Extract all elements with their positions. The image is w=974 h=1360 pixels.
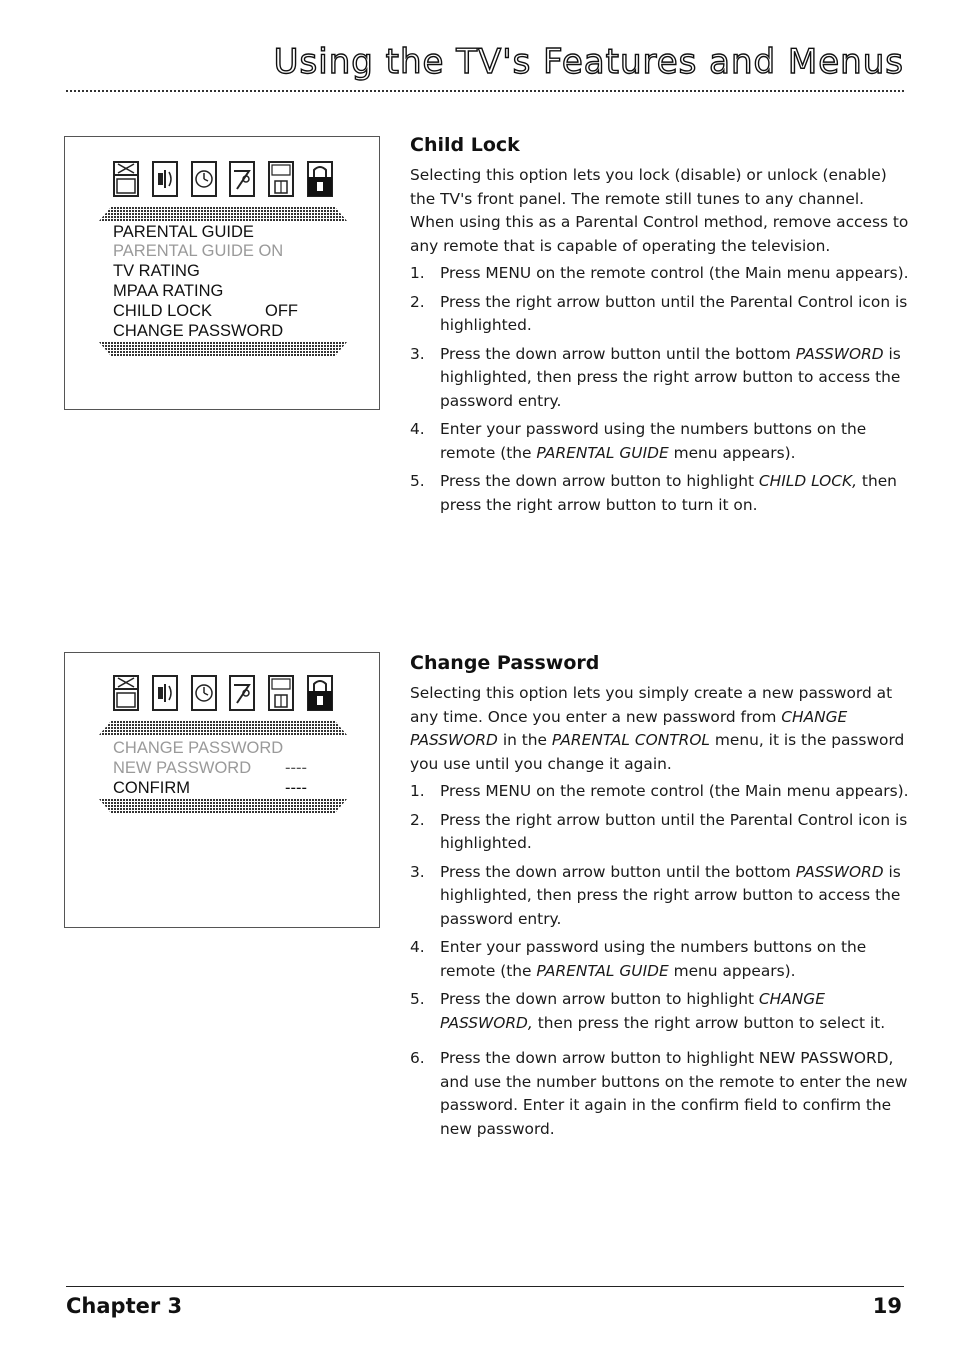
step-text-a: Enter your password using the numbers buttons on the remote (the bbox=[440, 420, 867, 462]
child-lock-section bbox=[410, 134, 910, 522]
step-text: Press MENU on the remote control (the Main menu appears). bbox=[440, 782, 909, 800]
step-item bbox=[410, 343, 910, 414]
lock-icon bbox=[307, 161, 333, 197]
change-password-heading: Change Password bbox=[410, 652, 600, 674]
change-password-menu-screen bbox=[64, 652, 380, 928]
parental-icon bbox=[229, 161, 255, 197]
menu-top-shade-bar bbox=[99, 207, 347, 221]
menu-top-shade-bar bbox=[99, 721, 347, 735]
menu-line-child-lock: CHILD LOCK bbox=[113, 302, 213, 320]
step-text-b: menu appears). bbox=[668, 961, 796, 980]
step-text: Press the right arrow button until the Parental Control icon is highlighted. bbox=[440, 292, 908, 334]
step-text-emphasis: PARENTAL GUIDE bbox=[536, 961, 669, 980]
menu-icon-row bbox=[113, 675, 333, 711]
change-password-section bbox=[410, 652, 910, 1146]
menu-line-parental-guide-on: PARENTAL GUIDE ON bbox=[113, 242, 284, 260]
step-text-a: Press the down arrow button until the bottom bbox=[440, 344, 796, 363]
step-text-b: is highlighted, then press the right arrow button to access the password entry. bbox=[440, 862, 901, 928]
intro-text-b: in the bbox=[497, 731, 552, 749]
step-text: Press MENU on the remote control (the Main menu appears). bbox=[440, 264, 909, 282]
step-text-emphasis: PARENTAL GUIDE bbox=[536, 443, 669, 462]
menu-line-confirm: CONFIRM bbox=[113, 779, 190, 797]
intro-text-a: Selecting this option lets you simply create a new password at any time. Once you enter a new password from bbox=[410, 684, 893, 726]
step-item bbox=[410, 809, 910, 856]
step-text-a: Press the down arrow button to highlight bbox=[440, 990, 759, 1008]
change-password-steps bbox=[410, 780, 910, 1141]
step-item bbox=[410, 780, 910, 804]
page-header-title: Using the TV's Features and Menus bbox=[273, 42, 904, 82]
channel-icon bbox=[268, 161, 294, 197]
timer-icon bbox=[191, 675, 217, 711]
new-password-value: ---- bbox=[285, 759, 307, 777]
menu-bottom-shade-bar bbox=[99, 799, 347, 813]
intro-emphasis-2: PARENTAL CONTROL bbox=[551, 731, 711, 749]
step-text-a: Press the down arrow button until the bottom bbox=[440, 862, 796, 881]
step-number: 2. bbox=[410, 810, 425, 829]
step-number: 5. bbox=[410, 990, 425, 1008]
audio-icon bbox=[152, 675, 178, 711]
menu-line-change-password: CHANGE PASSWORD bbox=[113, 739, 284, 757]
menu-line-new-password: NEW PASSWORD bbox=[113, 759, 252, 777]
step-number: 3. bbox=[410, 862, 425, 881]
intro-emphasis-1: CHANGE PASSWORD bbox=[410, 707, 848, 749]
menu-icon-row bbox=[113, 161, 333, 197]
menu-line-parental-guide: PARENTAL GUIDE bbox=[113, 223, 254, 241]
menu-line-tv-rating: TV RATING bbox=[113, 262, 200, 280]
step-item bbox=[410, 988, 910, 1035]
parental-guide-menu-screen bbox=[64, 136, 380, 410]
intro-text-c: menu, it is the password you use until you change it again. bbox=[410, 731, 905, 773]
step-number: 2. bbox=[410, 292, 425, 311]
step-item bbox=[410, 291, 910, 338]
timer-icon bbox=[191, 161, 217, 197]
menu-line-mpaa-rating: MPAA RATING bbox=[113, 282, 224, 300]
menu-line-change-password: CHANGE PASSWORD bbox=[113, 322, 284, 340]
change-password-intro bbox=[410, 682, 910, 776]
step-text-emphasis: CHANGE PASSWORD, bbox=[440, 990, 825, 1032]
child-lock-value: OFF bbox=[265, 302, 298, 320]
step-text-b: menu appears). bbox=[668, 443, 796, 462]
channel-icon bbox=[268, 675, 294, 711]
step-item bbox=[410, 861, 910, 932]
step-text-b: is highlighted, then press the right arrow button to access the password entry. bbox=[440, 344, 901, 410]
step-text-emphasis: PASSWORD bbox=[795, 344, 884, 363]
step-number: 6. bbox=[410, 1049, 425, 1067]
step-item bbox=[410, 418, 910, 465]
step-text-b: then press the right arrow button to select it. bbox=[532, 1013, 886, 1032]
child-lock-heading: Child Lock bbox=[410, 134, 520, 156]
step-number: 4. bbox=[410, 938, 425, 956]
step-number: 4. bbox=[410, 420, 425, 438]
page-number: 19 bbox=[872, 1294, 902, 1318]
footer-divider bbox=[66, 1286, 904, 1287]
header-divider bbox=[66, 90, 904, 92]
step-item bbox=[410, 262, 910, 286]
step-number: 1. bbox=[410, 264, 425, 282]
step-text-b: then press the right arrow button to turn it on. bbox=[440, 472, 897, 514]
step-text: Press the right arrow button until the Parental Control icon is highlighted. bbox=[440, 810, 908, 852]
menu-bottom-shade-bar bbox=[99, 342, 347, 356]
lock-icon bbox=[307, 675, 333, 711]
confirm-value: ---- bbox=[285, 779, 307, 797]
step-text-emphasis: CHILD LOCK, bbox=[758, 472, 858, 490]
child-lock-steps bbox=[410, 262, 910, 517]
step-item bbox=[410, 470, 910, 517]
step-text: Press the down arrow button to highlight NEW PASSWORD, and use the number buttons on the remote to enter the new password. Enter it again in the confirm field to confirm the new password. bbox=[440, 1049, 908, 1138]
step-item bbox=[410, 936, 910, 983]
tv-setup-icon bbox=[113, 161, 139, 197]
audio-icon bbox=[152, 161, 178, 197]
step-item bbox=[410, 1047, 910, 1141]
step-number: 5. bbox=[410, 472, 425, 490]
step-text-a: Enter your password using the numbers buttons on the remote (the bbox=[440, 938, 867, 980]
chapter-label: Chapter 3 bbox=[66, 1294, 183, 1318]
child-lock-intro: Selecting this option lets you lock (disable) or unlock (enable) the TV's front panel. The remote still tunes to any channel. When using this as a Parental Control method, remove access to any remote that is capable of operating the television. bbox=[410, 166, 909, 255]
step-text-a: Press the down arrow button to highlight bbox=[440, 472, 759, 490]
tv-setup-icon bbox=[113, 675, 139, 711]
parental-icon bbox=[229, 675, 255, 711]
step-number: 3. bbox=[410, 344, 425, 363]
step-text-emphasis: PASSWORD bbox=[795, 862, 884, 881]
step-number: 1. bbox=[410, 782, 425, 800]
